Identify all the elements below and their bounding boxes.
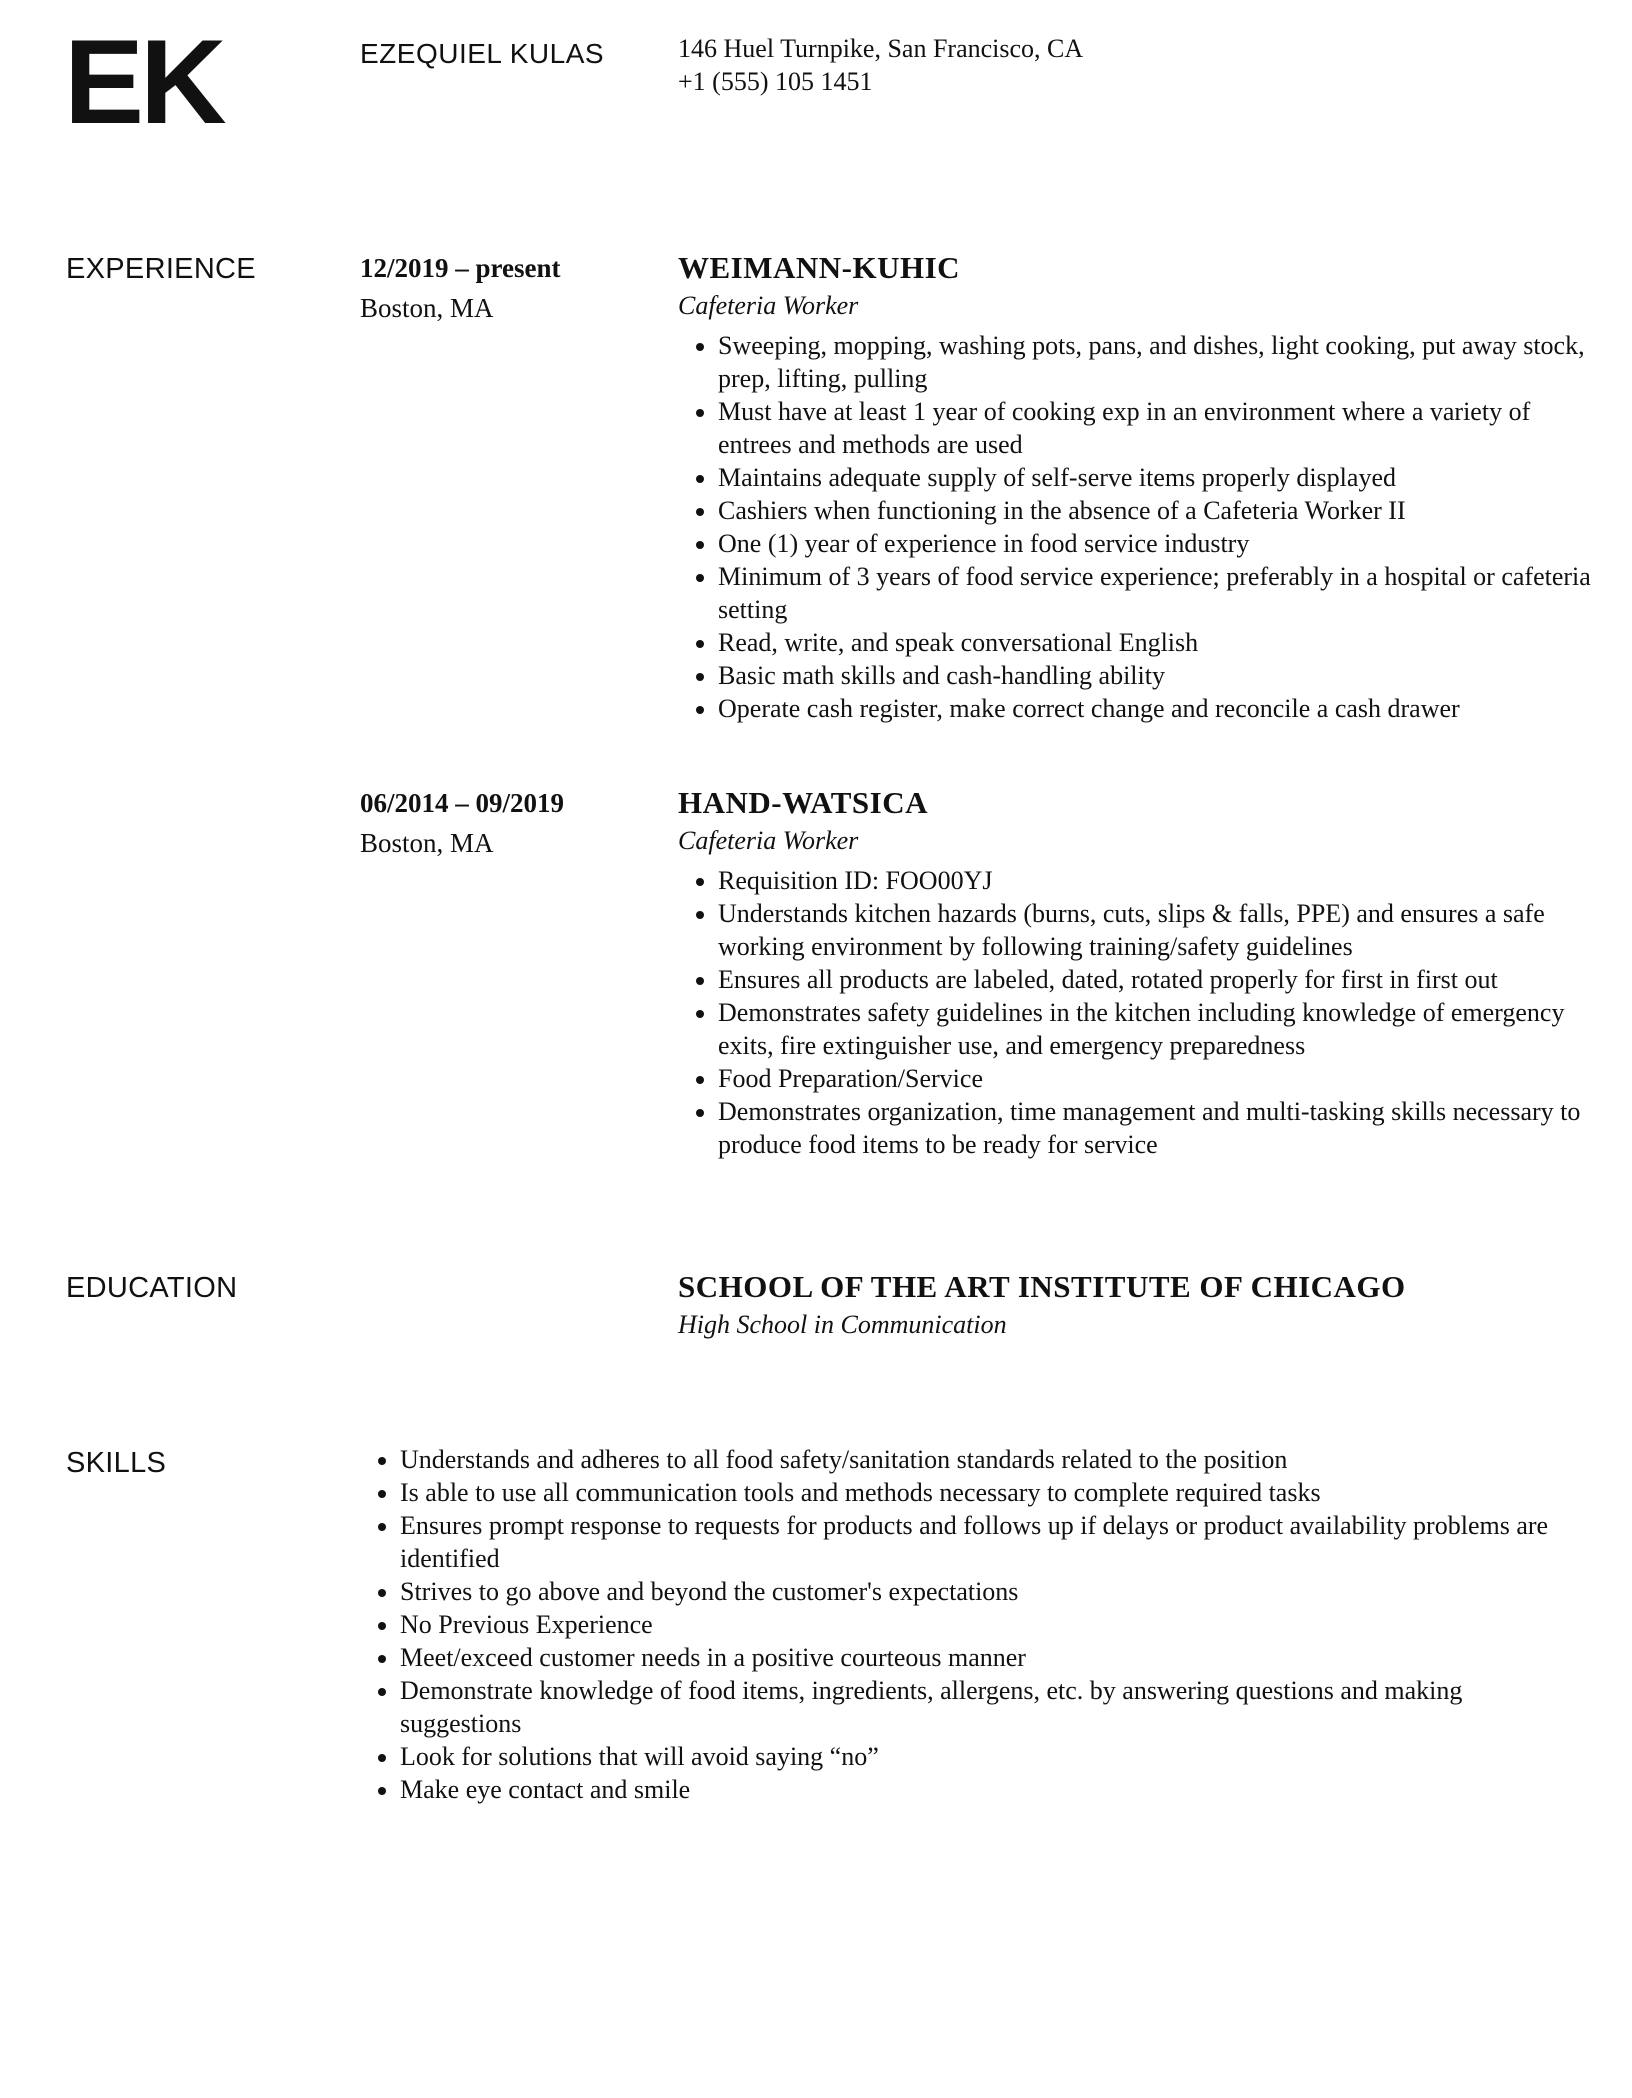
list-item: • Maintains adequate supply of self-serve items properly displayed bbox=[718, 461, 1598, 494]
job-location: Boston, MA bbox=[360, 293, 494, 323]
list-item: • Understands kitchen hazards (burns, cuts, slips & falls, PPE) and ensures a safe working environment by following training/safety guidelines bbox=[718, 897, 1618, 963]
candidate-name: EZEQUIEL KULAS bbox=[360, 38, 605, 69]
school-name: SCHOOL OF THE ART INSTITUTE OF CHICAGO bbox=[678, 1269, 1406, 1304]
list-item: • Is able to use all communication tools and methods necessary to complete required tasks bbox=[400, 1476, 1580, 1509]
list-item: • Ensures all products are labeled, dated, rotated properly for first in first out bbox=[718, 963, 1618, 996]
education-heading: EDUCATION bbox=[66, 1272, 238, 1304]
list-item: • Demonstrates safety guidelines in the kitchen including knowledge of emergency exits, fire extinguisher use, and emergency preparedness bbox=[718, 996, 1618, 1062]
experience-heading: EXPERIENCE bbox=[66, 253, 256, 285]
job-location: Boston, MA bbox=[360, 828, 494, 858]
list-item: • Minimum of 3 years of food service experience; preferably in a hospital or cafeteria setting bbox=[718, 560, 1598, 626]
degree: High School in Communication bbox=[678, 1310, 1007, 1339]
job-company: HAND-WATSICA bbox=[678, 785, 929, 820]
list-item: • Basic math skills and cash-handling ability bbox=[718, 659, 1598, 692]
list-item: • Must have at least 1 year of cooking exp in an environment where a variety of entrees and methods are used bbox=[718, 395, 1598, 461]
phone: +1 (555) 105 1451 bbox=[678, 67, 873, 96]
skills-heading: SKILLS bbox=[66, 1447, 167, 1479]
job-role: Cafeteria Worker bbox=[678, 291, 859, 320]
list-item: • Food Preparation/Service bbox=[718, 1062, 1618, 1095]
list-item: • Understands and adheres to all food safety/sanitation standards related to the position bbox=[400, 1443, 1580, 1476]
list-item: • Sweeping, mopping, washing pots, pans, and dishes, light cooking, put away stock, prep, lifting, pulling bbox=[718, 329, 1598, 395]
skills-list bbox=[360, 1443, 1580, 1806]
list-item: • Operate cash register, make correct change and reconcile a cash drawer bbox=[718, 692, 1598, 725]
list-item: • Make eye contact and smile bbox=[400, 1773, 1580, 1806]
list-item: • Meet/exceed customer needs in a positive courteous manner bbox=[400, 1641, 1580, 1674]
job-dates: 06/2014 – 09/2019 bbox=[360, 788, 565, 818]
job-bullets bbox=[678, 329, 1598, 725]
job-bullets bbox=[678, 864, 1618, 1161]
address: 146 Huel Turnpike, San Francisco, CA bbox=[678, 34, 1084, 63]
list-item: • Ensures prompt response to requests for products and follows up if delays or product availability problems are identified bbox=[400, 1509, 1580, 1575]
list-item: • Look for solutions that will avoid saying “no” bbox=[400, 1740, 1580, 1773]
list-item: • No Previous Experience bbox=[400, 1608, 1580, 1641]
contact-info bbox=[678, 32, 1083, 98]
list-item: • Demonstrate knowledge of food items, ingredients, allergens, etc. by answering questions and making suggestions bbox=[400, 1674, 1580, 1740]
job-dates: 12/2019 – present bbox=[360, 253, 561, 283]
job-company: WEIMANN-KUHIC bbox=[678, 250, 961, 285]
list-item: • Cashiers when functioning in the absence of a Cafeteria Worker II bbox=[718, 494, 1598, 527]
list-item: • Read, write, and speak conversational English bbox=[718, 626, 1598, 659]
list-item: • Strives to go above and beyond the customer's expectations bbox=[400, 1575, 1580, 1608]
list-item: • Demonstrates organization, time management and multi-tasking skills necessary to produce food items to be ready for service bbox=[718, 1095, 1618, 1161]
job-role: Cafeteria Worker bbox=[678, 826, 859, 855]
list-item: • One (1) year of experience in food service industry bbox=[718, 527, 1598, 560]
list-item: • Requisition ID: FOO00YJ bbox=[718, 864, 1618, 897]
monogram: EK bbox=[64, 15, 223, 149]
